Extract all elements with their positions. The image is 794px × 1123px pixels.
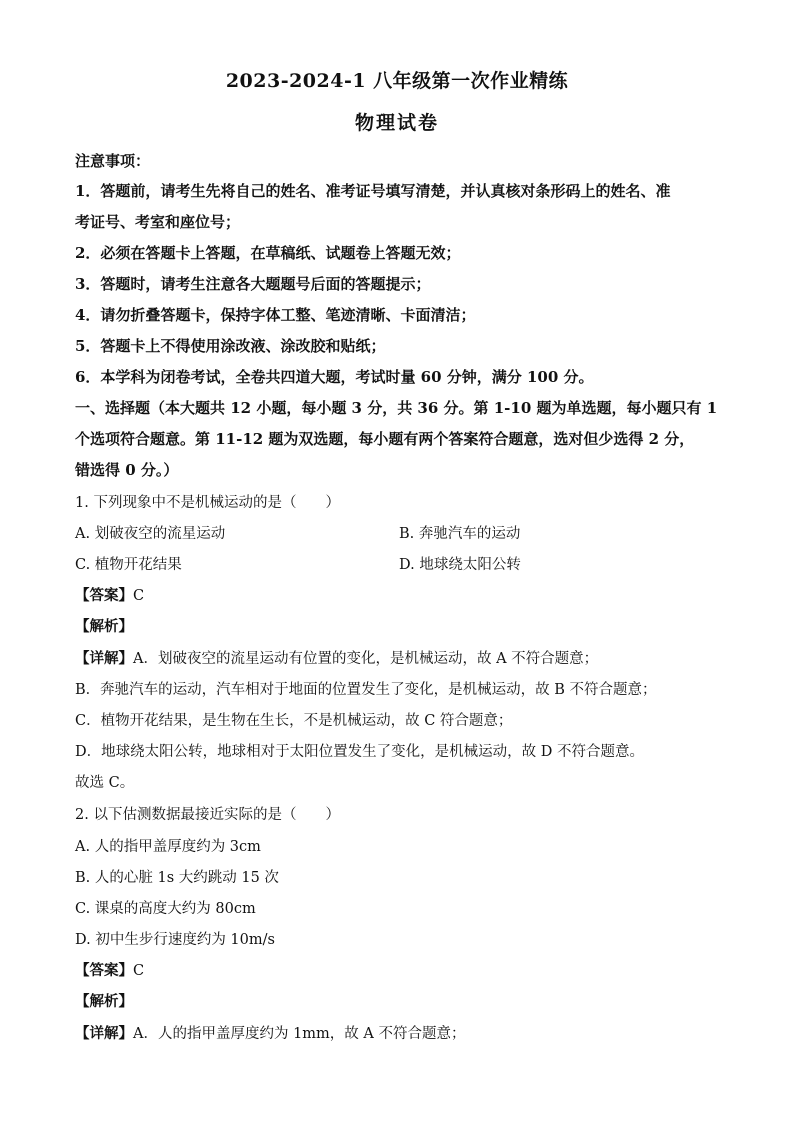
answer-value: C <box>133 588 145 604</box>
answer-line <box>75 959 144 980</box>
document-subtitle: 物理试卷 <box>354 112 439 134</box>
answer-tag: 【答案】 <box>75 587 133 604</box>
conclusion-line: 故选 C。 <box>75 775 135 791</box>
option-b: B. 人的心脏 1s 大约跳动 15 次 <box>75 870 279 886</box>
section-heading: 个选项符合题意。第 11-12 题为双选题，每小题有两个答案符合题意，选对但少选得 2 分， <box>75 430 695 448</box>
option-b: B. 奔驰汽车的运动 <box>399 526 521 542</box>
document-title: 2023-2024-1 八年级第一次作业精练 <box>225 70 569 92</box>
notice-item: 1．答题前，请考生先将自己的姓名、准考证号填写清楚，并认真核对条形码上的姓名、准 <box>75 182 671 200</box>
option-c: C. 课桌的高度大约为 80cm <box>75 901 256 917</box>
section-heading: 错选得 0 分。） <box>75 461 179 479</box>
option-a: A. 人的指甲盖厚度约为 3cm <box>75 839 261 855</box>
detail-tag: 【详解】 <box>75 1025 133 1042</box>
notice-item: 3．答题时，请考生注意各大题题号后面的答题提示； <box>75 275 431 293</box>
notice-item: 2．必须在答题卡上答题，在草稿纸、试题卷上答题无效； <box>75 244 461 262</box>
section-heading: 一、选择题（本大题共 12 小题，每小题 3 分，共 36 分。第 1-10 题为单选题，每小题只有 1 <box>75 399 718 417</box>
answer-value: C <box>133 963 145 979</box>
detail-line: C．植物开花结果，是生物在生长，不是机械运动，故 C 符合题意； <box>75 713 513 729</box>
notice-heading: 注意事项： <box>75 152 151 170</box>
analysis-tag: 【解析】 <box>75 618 133 635</box>
notice-item: 考证号、考室和座位号； <box>75 213 241 231</box>
notice-item: 5．答题卡上不得使用涂改液、涂改胶和贴纸； <box>75 337 386 355</box>
answer-tag: 【答案】 <box>75 962 133 979</box>
detail-line: D．地球绕太阳公转，地球相对于太阳位置发生了变化，是机械运动，故 D 不符合题意。 <box>75 744 644 760</box>
notice-item: 4．请勿折叠答题卡，保持字体工整、笔迹清晰、卡面清洁； <box>75 306 476 324</box>
answer-line <box>75 584 144 605</box>
question-stem: 1. 下列现象中不是机械运动的是（ ） <box>75 495 340 511</box>
detail-tag: 【详解】 <box>75 650 133 667</box>
detail-line: B．奔驰汽车的运动，汽车相对于地面的位置发生了变化，是机械运动，故 B 不符合题意； <box>75 682 657 698</box>
question-stem: 2. 以下估测数据最接近实际的是（ ） <box>75 807 340 823</box>
option-d: D. 初中生步行速度约为 10m/s <box>75 932 275 948</box>
option-c: C. 植物开花结果 <box>75 557 182 573</box>
detail-line <box>75 647 598 668</box>
analysis-tag: 【解析】 <box>75 993 133 1010</box>
detail-text: A．人的指甲盖厚度约为 1mm，故 A 不符合题意； <box>133 1026 466 1042</box>
detail-text: A．划破夜空的流星运动有位置的变化，是机械运动，故 A 不符合题意； <box>133 651 599 667</box>
option-d: D. 地球绕太阳公转 <box>399 557 521 573</box>
notice-item: 6．本学科为闭卷考试，全卷共四道大题，考试时量 60 分钟，满分 100 分。 <box>75 368 594 386</box>
option-a: A. 划破夜空的流星运动 <box>75 526 226 542</box>
detail-line <box>75 1022 466 1043</box>
